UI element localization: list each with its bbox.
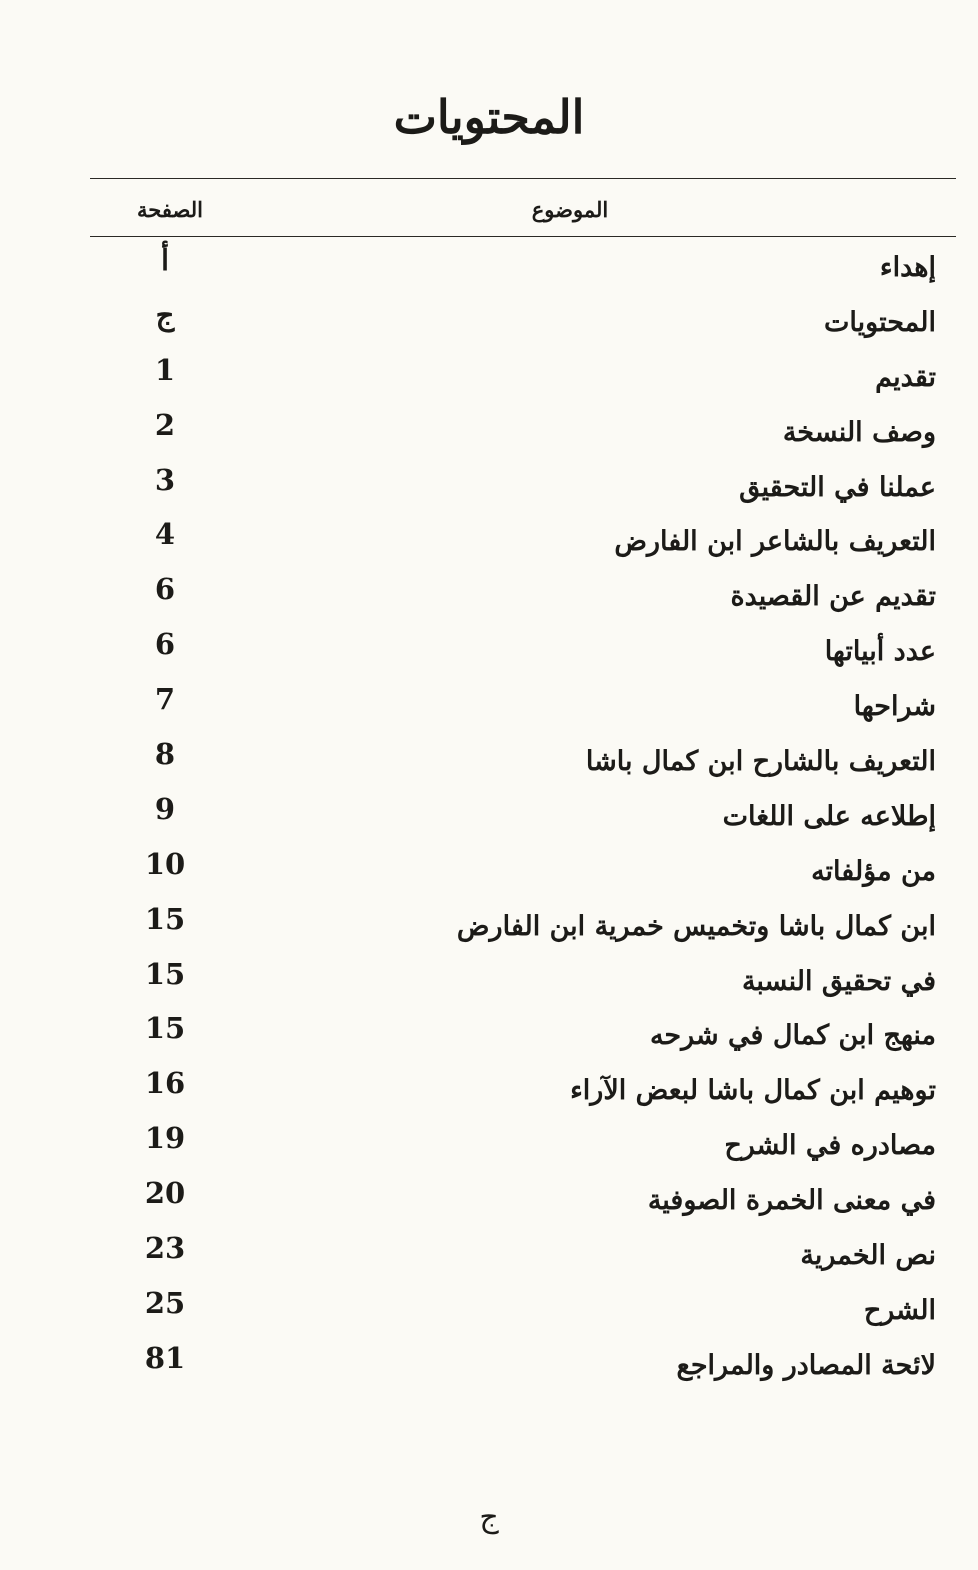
toc-entry-page: 2 xyxy=(154,407,176,442)
toc-entry-page: 25 xyxy=(144,1285,186,1320)
toc-entry xyxy=(90,844,956,899)
header-rule-top xyxy=(90,178,956,179)
toc-entry-title: عدد أبياتها xyxy=(824,636,936,668)
toc-entry-page: 3 xyxy=(154,462,176,497)
toc-entry xyxy=(90,1338,956,1393)
toc-entry xyxy=(90,569,956,624)
toc-entry-title: التعريف بالشارح ابن كمال باشا xyxy=(585,746,936,778)
header-rule-bottom xyxy=(90,236,956,237)
toc-entry-page: 15 xyxy=(144,956,186,991)
toc-entry-page: ج xyxy=(155,297,175,332)
toc-entry xyxy=(90,514,956,569)
toc-entry xyxy=(90,350,956,405)
toc-entry xyxy=(90,1173,956,1228)
toc-entry-title: المحتويات xyxy=(823,306,936,338)
toc-entry-title: ابن كمال باشا وتخميس خمرية ابن الفارض xyxy=(456,910,936,942)
toc-entry xyxy=(90,1228,956,1283)
toc-entry-title: في تحقيق النسبة xyxy=(741,965,936,997)
toc-entry-title: وصف النسخة xyxy=(782,416,936,448)
toc-entry-title: نص الخمرية xyxy=(800,1240,936,1272)
toc-entry-page: 6 xyxy=(154,627,176,662)
toc-entry-title: في معنى الخمرة الصوفية xyxy=(647,1185,936,1217)
toc-entry xyxy=(90,240,956,295)
column-header-page: الصفحة xyxy=(137,197,203,222)
toc-entry xyxy=(90,295,956,350)
toc-entry-title: لائحة المصادر والمراجع xyxy=(676,1349,936,1381)
toc-entry-title: من مؤلفاته xyxy=(811,855,936,887)
toc-entry-page: 20 xyxy=(144,1176,186,1211)
toc-entry-title: إطلاعه على اللغات xyxy=(722,800,936,832)
toc-entry xyxy=(90,460,956,515)
toc-entry xyxy=(90,1008,956,1063)
toc-entry-title: الشرح xyxy=(863,1294,936,1326)
toc-entry-page: 15 xyxy=(144,901,186,936)
toc-entry xyxy=(90,1283,956,1338)
toc-entry xyxy=(90,1063,956,1118)
toc-entry-title: تقديم عن القصيدة xyxy=(730,581,936,613)
toc-entry-page: 10 xyxy=(144,846,186,881)
page-title: المحتويات xyxy=(393,90,585,144)
toc-entry-page: 15 xyxy=(144,1011,186,1046)
toc-entry-title: تقديم xyxy=(875,361,936,393)
toc-entry-page: أ xyxy=(160,243,170,277)
toc-entry-title: شراحها xyxy=(853,691,936,723)
toc-entry-title: توهيم ابن كمال باشا لبعض الآراء xyxy=(570,1075,936,1107)
toc-entry xyxy=(90,405,956,460)
toc-entry xyxy=(90,1118,956,1173)
toc-entry-page: 8 xyxy=(154,737,176,772)
toc-entry-page: 19 xyxy=(144,1121,186,1156)
toc-entry xyxy=(90,789,956,844)
toc-entry-page: 7 xyxy=(154,682,176,717)
toc-entry xyxy=(90,679,956,734)
toc-entry-title: التعريف بالشاعر ابن الفارض xyxy=(614,526,936,558)
toc-entry-title: مصادره في الشرح xyxy=(724,1130,936,1162)
toc-entry-page: 9 xyxy=(154,791,176,826)
toc-list xyxy=(90,240,956,1393)
toc-entry-page: 1 xyxy=(154,352,176,387)
toc-entry-title: عملنا في التحقيق xyxy=(739,471,936,503)
toc-entry xyxy=(90,954,956,1009)
toc-entry xyxy=(90,624,956,679)
column-header-topic: الموضوع xyxy=(531,197,609,222)
toc-entry-page: 4 xyxy=(154,517,176,552)
toc-entry xyxy=(90,734,956,789)
toc-entry-page: 23 xyxy=(144,1231,186,1266)
toc-entry-title: إهداء xyxy=(879,252,936,283)
toc-entry-title: منهج ابن كمال في شرحه xyxy=(649,1020,936,1052)
toc-entry-page: 6 xyxy=(154,572,176,607)
page-folio: ج xyxy=(479,1500,499,1535)
toc-entry xyxy=(90,899,956,954)
toc-entry-page: 81 xyxy=(144,1340,186,1375)
toc-entry-page: 16 xyxy=(144,1066,186,1101)
